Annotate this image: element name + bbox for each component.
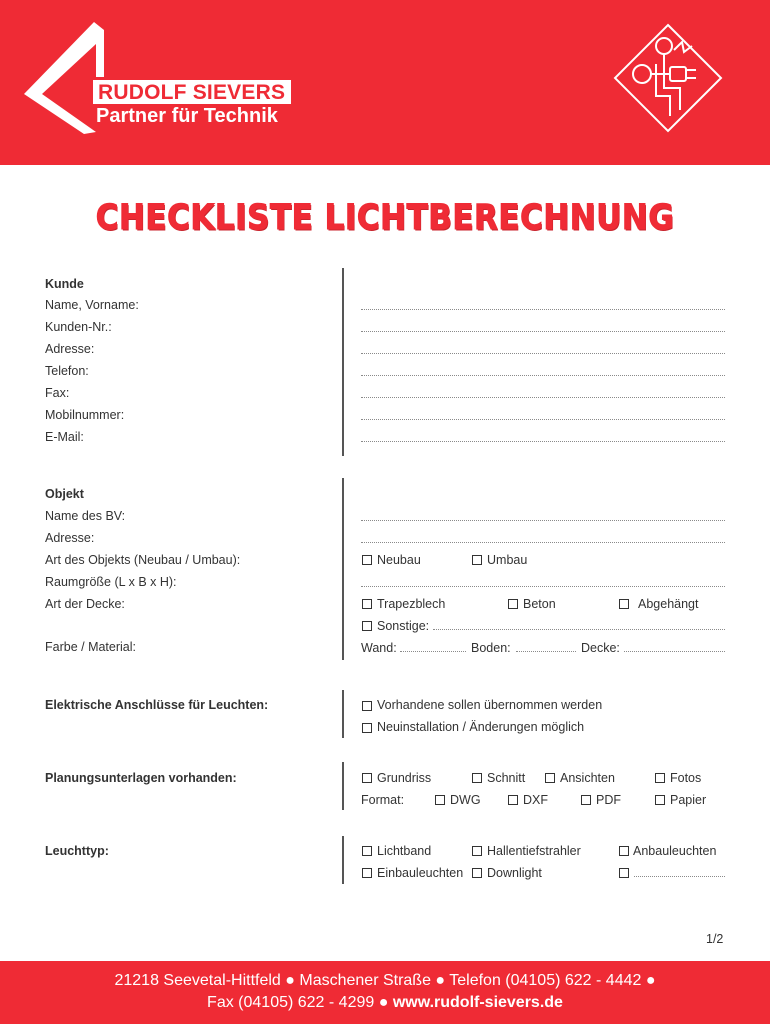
checkbox-vorhandene[interactable] bbox=[362, 701, 372, 711]
checkbox-pdf[interactable] bbox=[581, 795, 591, 805]
checkbox-anbauleuchten[interactable] bbox=[619, 846, 629, 856]
label-name-des-bv: Name des BV: bbox=[45, 509, 126, 523]
field-mobilnummer[interactable] bbox=[361, 419, 725, 420]
option-vorhandene: Vorhandene sollen übernommen werden bbox=[377, 698, 603, 712]
option-abgehaengt: Abgehängt bbox=[638, 597, 699, 611]
option-hallentiefstrahler: Hallentiefstrahler bbox=[487, 844, 581, 858]
footer-banner bbox=[0, 961, 770, 1024]
field-telefon[interactable] bbox=[361, 375, 725, 376]
option-einbauleuchten: Einbauleuchten bbox=[377, 866, 464, 880]
section-divider-objekt bbox=[342, 478, 344, 660]
field-name-vorname[interactable] bbox=[361, 309, 725, 310]
technik-emblem-icon bbox=[612, 22, 724, 134]
checkbox-grundriss[interactable] bbox=[362, 773, 372, 783]
section-divider-leuchttyp bbox=[342, 836, 344, 884]
checkbox-schnitt[interactable] bbox=[472, 773, 482, 783]
field-name-des-bv[interactable] bbox=[361, 520, 725, 521]
header-banner bbox=[0, 0, 770, 165]
section-divider-planung bbox=[342, 762, 344, 810]
label-art-der-decke: Art der Decke: bbox=[45, 597, 125, 611]
label-adresse: Adresse: bbox=[45, 342, 95, 356]
field-decke[interactable] bbox=[624, 651, 725, 652]
checkbox-beton[interactable] bbox=[508, 599, 518, 609]
field-objekt-adresse[interactable] bbox=[361, 542, 725, 543]
footer-fax: Fax (04105) 622 - 4299 ● bbox=[207, 994, 393, 1011]
checkbox-ansichten[interactable] bbox=[545, 773, 555, 783]
field-wand[interactable] bbox=[400, 651, 466, 652]
option-pdf: PDF bbox=[596, 793, 621, 807]
option-neuinstallation: Neuinstallation / Änderungen möglich bbox=[377, 720, 585, 734]
footer-address: 21218 Seevetal-Hittfeld ● Maschener Straße ● Telefon (04105) 622 - 4442 ● bbox=[114, 972, 656, 989]
option-ansichten: Ansichten bbox=[560, 771, 615, 785]
checkbox-abgehaengt[interactable] bbox=[619, 599, 629, 609]
checkbox-dwg[interactable] bbox=[435, 795, 445, 805]
label-mobilnummer: Mobilnummer: bbox=[45, 408, 125, 422]
label-fax: Fax: bbox=[45, 386, 70, 400]
section-heading-planung: Planungsunterlagen vorhanden: bbox=[45, 771, 237, 785]
option-downlight: Downlight bbox=[487, 866, 542, 880]
label-email: E-Mail: bbox=[45, 430, 84, 444]
brand-tagline: Partner für Technik bbox=[96, 105, 278, 127]
field-kunden-nr[interactable] bbox=[361, 331, 725, 332]
checkbox-papier[interactable] bbox=[655, 795, 665, 805]
option-neubau: Neubau bbox=[377, 553, 421, 567]
label-farbe-material: Farbe / Material: bbox=[45, 640, 137, 654]
option-beton: Beton bbox=[523, 597, 556, 611]
field-adresse[interactable] bbox=[361, 353, 725, 354]
checkbox-neuinstallation[interactable] bbox=[362, 723, 372, 733]
option-grundriss: Grundriss bbox=[377, 771, 432, 785]
option-dxf: DXF bbox=[523, 793, 548, 807]
checkbox-umbau[interactable] bbox=[472, 555, 482, 565]
checkbox-lichtband[interactable] bbox=[362, 846, 372, 856]
field-fax[interactable] bbox=[361, 397, 725, 398]
option-dwg: DWG bbox=[450, 793, 481, 807]
field-raumgroesse[interactable] bbox=[361, 586, 725, 587]
field-boden[interactable] bbox=[516, 651, 576, 652]
label-boden: Boden: bbox=[471, 641, 511, 655]
label-wand: Wand: bbox=[361, 641, 397, 655]
checkbox-einbauleuchten[interactable] bbox=[362, 868, 372, 878]
label-objekt-adresse: Adresse: bbox=[45, 531, 95, 545]
label-art-des-objekts: Art des Objekts (Neubau / Umbau): bbox=[45, 553, 241, 567]
page-number: 1/2 bbox=[706, 932, 724, 946]
option-fotos: Fotos bbox=[670, 771, 702, 785]
section-heading-leuchttyp: Leuchttyp: bbox=[45, 844, 109, 858]
section-heading-elektrisch: Elektrische Anschlüsse für Leuchten: bbox=[45, 698, 269, 712]
checkbox-neubau[interactable] bbox=[362, 555, 372, 565]
label-raumgroesse: Raumgröße (L x B x H): bbox=[45, 575, 177, 589]
label-decke: Decke: bbox=[581, 641, 620, 655]
section-heading-objekt: Objekt bbox=[45, 487, 84, 501]
field-email[interactable] bbox=[361, 441, 725, 442]
logo-house-mark bbox=[24, 22, 104, 134]
checkbox-trapezblech[interactable] bbox=[362, 599, 372, 609]
option-papier: Papier bbox=[670, 793, 707, 807]
option-umbau: Umbau bbox=[487, 553, 528, 567]
label-kunden-nr: Kunden-Nr.: bbox=[45, 320, 112, 334]
field-sonstige[interactable] bbox=[433, 629, 725, 630]
label-format: Format: bbox=[361, 793, 405, 807]
checkbox-fotos[interactable] bbox=[655, 773, 665, 783]
footer-website-link[interactable]: www.rudolf-sievers.de bbox=[392, 994, 563, 1011]
checkbox-sonstige[interactable] bbox=[362, 621, 372, 631]
option-anbauleuchten: Anbauleuchten bbox=[633, 844, 717, 858]
checkbox-downlight[interactable] bbox=[472, 868, 482, 878]
brand-name: RUDOLF SIEVERS bbox=[93, 80, 291, 104]
checkbox-dxf[interactable] bbox=[508, 795, 518, 805]
label-name-vorname: Name, Vorname: bbox=[45, 298, 139, 312]
option-schnitt: Schnitt bbox=[487, 771, 526, 785]
checkbox-hallentiefstrahler[interactable] bbox=[472, 846, 482, 856]
option-lichtband: Lichtband bbox=[377, 844, 432, 858]
page-title: CHECKLISTE LICHTBERECHNUNG bbox=[95, 197, 675, 239]
checkbox-leuchttyp-sonstige[interactable] bbox=[619, 868, 629, 878]
section-divider-kunde bbox=[342, 268, 344, 456]
footer-contact bbox=[0, 992, 770, 1014]
section-divider-elektrisch bbox=[342, 690, 344, 738]
label-telefon: Telefon: bbox=[45, 364, 89, 378]
option-trapezblech: Trapezblech bbox=[377, 597, 446, 611]
option-sonstige: Sonstige: bbox=[377, 619, 430, 633]
section-heading-kunde: Kunde bbox=[45, 277, 84, 291]
field-leuchttyp-sonstige[interactable] bbox=[634, 876, 725, 877]
